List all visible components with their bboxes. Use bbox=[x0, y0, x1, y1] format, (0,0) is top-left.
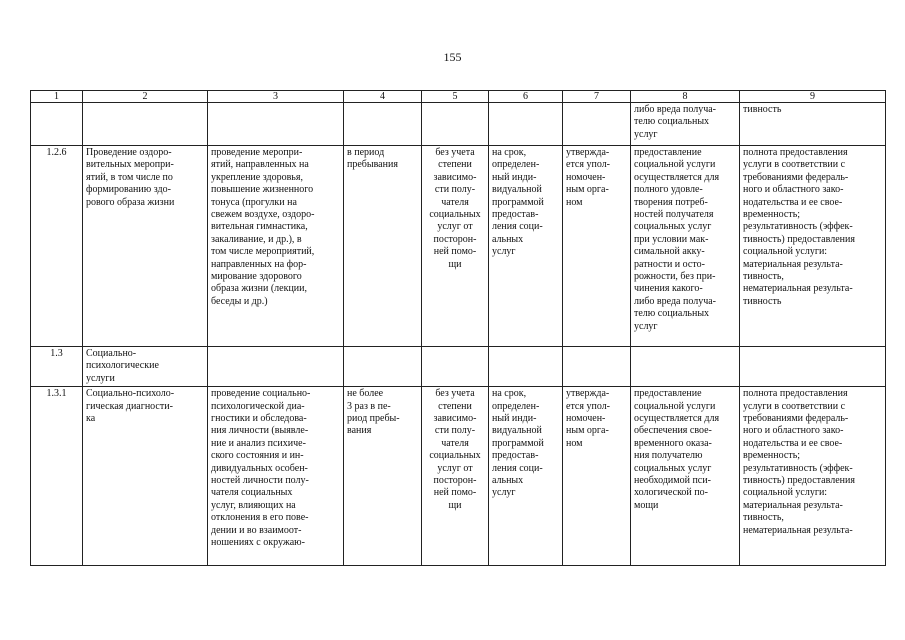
service-tariff-cell: утвержда- ется упол- номочен- ным орга- ном bbox=[563, 146, 631, 347]
page-number: 155 bbox=[443, 50, 462, 64]
service-tariff-cell bbox=[563, 103, 631, 146]
section-name-cell: Социально- психологические услуги bbox=[83, 347, 208, 387]
service-conditions-cell: либо вреда получа- телю социальных услуг bbox=[631, 103, 740, 146]
service-conditions-cell: предоставление социальной услуги осуществляется для полного удовле- творения потреб- ностей получателя социальных услуг при условии мак- симальной акку- ратности и осто- рожности, без при- чинения какого- либо вреда получа- телю социальных услуг bbox=[631, 146, 740, 347]
service-description-cell: проведение меропри- ятий, направленных на укрепление здоровья, повышение жизненного тонуса (прогулки на свежем воздухе, оздоро- вительная гимнастика, закаливание, и др.), в том числе мероприятий, направленных на фор- мирование здорового образа жизни (лекции, беседы и др.) bbox=[208, 146, 344, 347]
row-number-cell bbox=[31, 103, 83, 146]
service-standards-table bbox=[30, 90, 886, 566]
service-tariff-cell bbox=[563, 347, 631, 387]
service-dependency-cell bbox=[422, 103, 489, 146]
service-term-cell: на срок, определен- ный инди- видуальной программой предостав- ления соци- альных услуг bbox=[489, 146, 563, 347]
service-conditions-cell: предоставление социальной услуги осуществляется для обеспечения свое- временного оказа- ния получателю социальных услуг необходимой пси- хологической по- мощи bbox=[631, 387, 740, 566]
service-conditions-cell bbox=[631, 347, 740, 387]
header-cell: 4 bbox=[344, 91, 422, 103]
service-term-cell: на срок, определен- ный инди- видуальной программой предостав- ления соци- альных услуг bbox=[489, 387, 563, 566]
service-volume-cell bbox=[344, 347, 422, 387]
service-tariff-cell: утвержда- ется упол- номочен- ным орга- ном bbox=[563, 387, 631, 566]
header-cell: 7 bbox=[563, 91, 631, 103]
table-row-1-3 bbox=[31, 347, 886, 387]
service-dependency-cell: без учета степени зависимо- сти полу- чателя социальных услуг от посторон- ней помо- щи bbox=[422, 387, 489, 566]
service-name-cell: Проведение оздоро- вительных меропри- ятий, в том числе по формированию здо- рового образа жизни bbox=[83, 146, 208, 347]
service-dependency-cell bbox=[422, 347, 489, 387]
service-quality-cell bbox=[740, 347, 886, 387]
service-term-cell bbox=[489, 103, 563, 146]
header-cell: 5 bbox=[422, 91, 489, 103]
table-row-1-3-1 bbox=[31, 387, 886, 566]
header-cell: 6 bbox=[489, 91, 563, 103]
header-cell: 1 bbox=[31, 91, 83, 103]
header-cell: 3 bbox=[208, 91, 344, 103]
service-dependency-cell: без учета степени зависимо- сти полу- чателя социальных услуг от посторон- ней помо- щи bbox=[422, 146, 489, 347]
service-name-cell: Социально-психоло- гическая диагности- ка bbox=[83, 387, 208, 566]
service-term-cell bbox=[489, 347, 563, 387]
table-header-row bbox=[31, 91, 886, 103]
service-name-cell bbox=[83, 103, 208, 146]
header-cell: 9 bbox=[740, 91, 886, 103]
row-number-cell: 1.3.1 bbox=[31, 387, 83, 566]
service-quality-cell: тивность bbox=[740, 103, 886, 146]
service-quality-cell: полнота предоставления услуги в соответствии с требованиями федераль- ного и областного зако- нодательства и ее свое- временность; результативность (эффек- тивность) предоставления социальной услуги: материальная результа- тивность, нематериальная результа- тивность bbox=[740, 146, 886, 347]
header-cell: 8 bbox=[631, 91, 740, 103]
service-description-cell bbox=[208, 347, 344, 387]
table-row-continuation bbox=[31, 103, 886, 146]
row-number-cell: 1.3 bbox=[31, 347, 83, 387]
service-quality-cell: полнота предоставления услуги в соответствии с требованиями федераль- ного и областного зако- нодательства и ее свое- временность; результативность (эффек- тивность) предоставления социальной услуги: материальная результа- тивность, нематериальная результа- bbox=[740, 387, 886, 566]
service-volume-cell: не более 3 раз в пе- риод пребы- вания bbox=[344, 387, 422, 566]
service-description-cell: проведение социально- психологической диа- гностики и обследова- ния личности (выявле- ние и анализ психиче- ского состояния и ин- дивидуальных особен- ностей личности полу- чателя социальных услуг, влияющих на отклонения в его пове- дении и во взаимоот- ношениях с окружаю- bbox=[208, 387, 344, 566]
header-cell: 2 bbox=[83, 91, 208, 103]
table-row-1-2-6 bbox=[31, 146, 886, 347]
service-volume-cell bbox=[344, 103, 422, 146]
service-description-cell bbox=[208, 103, 344, 146]
row-number-cell: 1.2.6 bbox=[31, 146, 83, 347]
service-volume-cell: в период пребывания bbox=[344, 146, 422, 347]
